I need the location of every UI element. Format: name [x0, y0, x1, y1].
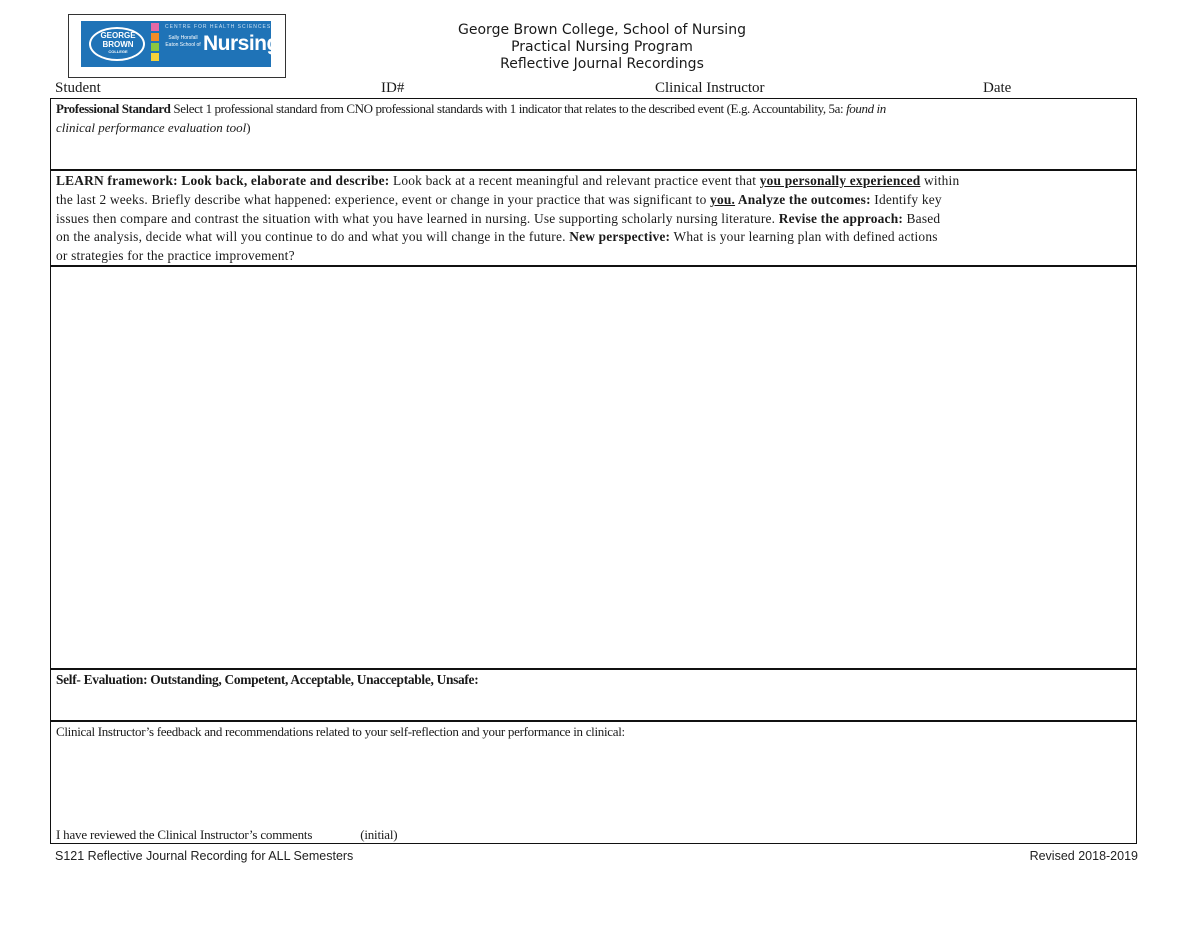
logo-college-line1: GEORGE [100, 31, 136, 40]
self-evaluation-label: Self- Evaluation: Outstanding, Competent, Acceptable, Unacceptable, Unsafe: [56, 672, 479, 687]
learn-line2-end: Identify key [870, 191, 942, 207]
footer-form-code: S121 Reflective Journal Recording for ALL Semesters [55, 849, 354, 863]
self-evaluation-section[interactable] [51, 670, 1136, 720]
learn-revise-label: Revise the approach: [778, 210, 903, 226]
professional-standard-text: Select 1 professional standard from CNO professional standards with 1 indicator that relates to the described event (E.g. Accountability, 5a: [170, 101, 847, 116]
title-college: George Brown College, School of Nursing [458, 22, 746, 38]
instructor-feedback-section[interactable] [51, 722, 1136, 843]
logo-nursing-word: Nursing [203, 32, 279, 55]
document-title [380, 22, 824, 73]
professional-standard-italic1: found in [846, 101, 886, 116]
reviewed-comments-text: I have reviewed the Clinical Instructor’s comments [56, 827, 313, 842]
learn-line4-end: What is your learning plan with defined actions [670, 229, 938, 245]
learn-line3-text: issues then compare and contrast the situation with what you have learned in nursing. Use supporting scholarly nursing literature. [56, 210, 779, 226]
logo-college-line3: COLLEGE [108, 49, 128, 54]
learn-line5-text: or strategies for the practice improvement? [56, 248, 295, 264]
id-field[interactable]: ID# [381, 80, 405, 96]
clinical-instructor-field[interactable]: Clinical Instructor [655, 80, 765, 96]
initial-field[interactable]: (initial) [360, 827, 398, 842]
instructor-feedback-label: Clinical Instructor’s feedback and recommendations related to your self-reflection and your performance in clinical: [56, 724, 625, 739]
logo-college-name [91, 31, 145, 54]
learn-look-back-label: LEARN framework: Look back, elaborate and describe: [56, 173, 390, 188]
logo-centre-text: CENTRE FOR HEALTH SCIENCES [165, 24, 272, 30]
date-field[interactable]: Date [983, 80, 1012, 96]
logo-school-sub: Sally Horsfall Eaton School of [165, 35, 201, 48]
learn-you: you. [710, 191, 736, 207]
reflection-writing-area[interactable] [51, 267, 1136, 668]
logo-color-bars [151, 23, 159, 65]
professional-standard-section[interactable] [51, 99, 1136, 169]
title-form: Reflective Journal Recordings [500, 56, 704, 72]
learn-framework-section [51, 171, 1136, 265]
journal-form [50, 98, 1137, 844]
logo-banner [81, 21, 279, 67]
learn-line1-text: Look back at a recent meaningful and relevant practice event that [389, 173, 760, 188]
logo-college-line2: BROWN [102, 40, 134, 49]
logo [68, 14, 286, 78]
learn-line2-text: the last 2 weeks. Briefly describe what happened: experience, event or change in your practice that was significant to [56, 191, 711, 207]
learn-analyze-label: Analyze the outcomes: [735, 191, 871, 207]
learn-line1-end: within [920, 173, 960, 188]
professional-standard-close: ) [246, 119, 251, 135]
learn-line3-end: Based [903, 210, 941, 226]
student-field[interactable]: Student [55, 80, 101, 96]
learn-new-perspective-label: New perspective: [569, 229, 671, 245]
title-program: Practical Nursing Program [511, 39, 693, 55]
professional-standard-label: Professional Standard [56, 101, 171, 116]
reviewed-comments-line [56, 826, 397, 845]
learn-personally-experienced: you personally experienced [759, 173, 921, 188]
professional-standard-italic2: clinical performance evaluation tool [56, 119, 247, 135]
learn-line4-text: on the analysis, decide what will you continue to do and what you will change in the future. [56, 229, 570, 245]
footer-revised: Revised 2018-2019 [1029, 849, 1138, 863]
